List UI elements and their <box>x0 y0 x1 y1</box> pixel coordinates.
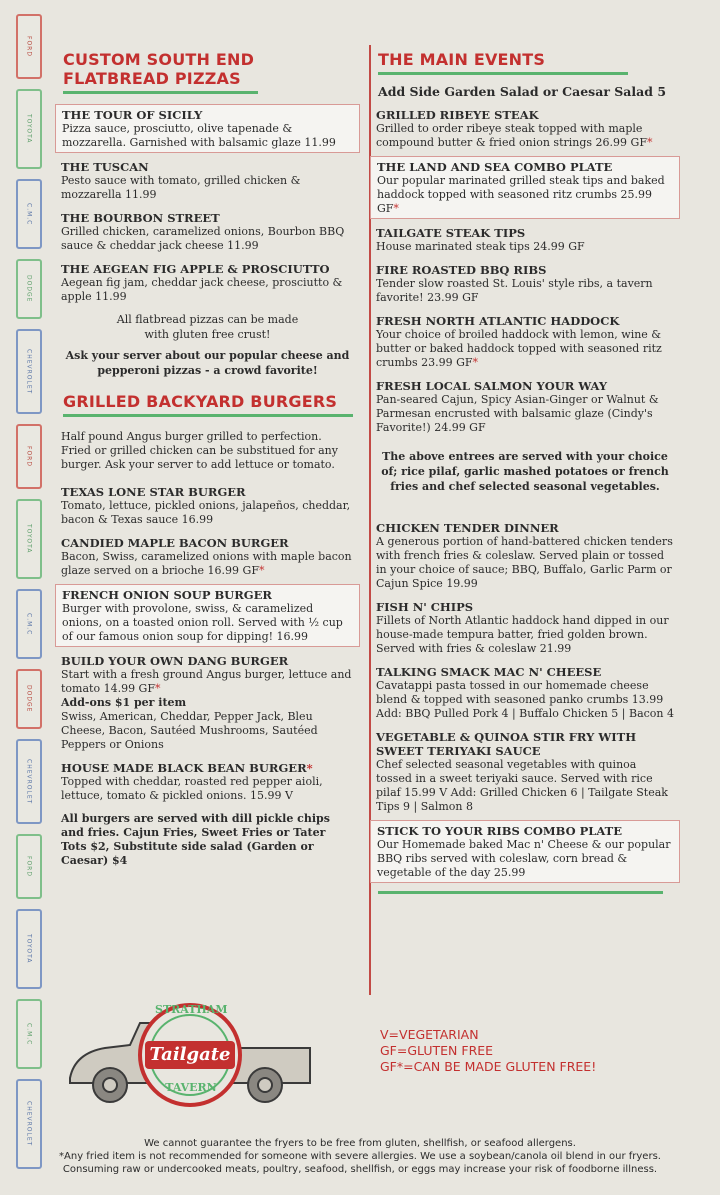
menu-item: STICK TO YOUR RIBS COMBO PLATE Our Homemade baked Mac n' Cheese & our popular BBQ ribs served with coleslaw, corn bread & vegetable of the day 25.99 <box>370 820 680 883</box>
menu-item: THE TOUR OF SICILY Pizza sauce, prosciutto, olive tapenade & mozzarella. Garnished with balsamic glaze 11.99 <box>55 104 360 153</box>
menu-item: THE TUSCAN Pesto sauce with tomato, grilled chicken & mozzarella 11.99 <box>61 160 301 201</box>
menu-item: FISH N' CHIPS Fillets of North Atlantic haddock hand dipped in our house-made tempura batter, fried golden brown. Served with fries & coleslaw 21.99 <box>376 600 669 655</box>
border-tag: C.M.C <box>16 179 42 249</box>
dietary-legend: V=VEGETARIAN GF=GLUTEN FREE GF*=CAN BE MADE GLUTEN FREE! <box>380 1027 597 1074</box>
menu-item: THE LAND AND SEA COMBO PLATE Our popular marinated grilled steak tips and baked haddock topped with seasoned ritz crumbs 25.99 GF* <box>370 156 680 219</box>
left-column <box>55 50 360 874</box>
border-tag: TOYOTA <box>16 89 42 169</box>
title-rule <box>378 72 628 75</box>
menu-item: THE AEGEAN FIG APPLE & PROSCIUTTO Aegean fig jam, cheddar jack cheese, prosciutto & apple 11.99 <box>61 262 343 303</box>
border-tag: C.M.C <box>16 999 42 1069</box>
menu-item: TALKING SMACK MAC N' CHEESE Cavatappi pasta tossed in our homemade cheese blend & topped with seasoned panko crumbs 13.99 Add: BBQ Pulled Pork 4 | Buffalo Chicken 5 | Bacon 4 <box>376 665 674 720</box>
border-tag: DODGE <box>16 669 42 729</box>
decorative-border <box>16 14 44 1174</box>
border-tag: FORD <box>16 424 42 489</box>
addons-title: Add-ons $1 per item <box>61 696 187 709</box>
border-tag: C.M.C <box>16 589 42 659</box>
menu-item: CANDIED MAPLE BACON BURGER Bacon, Swiss, caramelized onions with maple bacon glaze served on a brioche 16.99 GF* <box>61 536 352 577</box>
allergen-footer: We cannot guarantee the fryers to be free from gluten, shellfish, or seafood allergens. *Any fried item is not recommended for someone with severe allergies. We use a soybean/canola oil blend in our fryers. Consuming raw or undercooked meats, poultry, seafood, shellfish, or eggs may increase your risk of foodborne illness. <box>59 1138 661 1175</box>
burger-note: All burgers are served with dill pickle chips and fries. Cajun Fries, Sweet Fries or Tater Tots $2, Substitute side salad (Garden or Caesar) $4 <box>61 812 330 867</box>
logo-bottom-text: TAVERN <box>165 1081 217 1094</box>
menu-item: VEGETABLE & QUINOA STIR FRY WITH SWEET TERIYAKI SAUCE Chef selected seasonal vegetables with quinoa tossed in a sweet teriyaki sauce. Served with rice pilaf 15.99 V Add: Grilled Chicken 6 | Tailgate Steak Tips 9 | Salmon 8 <box>376 730 668 813</box>
menu-item: HOUSE MADE BLACK BEAN BURGER* Topped with cheddar, roasted red pepper aioli, lettuce, tomato & pickled onions. 15.99 V <box>61 761 323 802</box>
menu-item: FRENCH ONION SOUP BURGER Burger with provolone, swiss, & caramelized onions, on a toasted onion roll. Served with ½ cup of our famous onion soup for dipping! 16.99 <box>55 584 360 647</box>
pizza-note-bold: Ask your server about our popular cheese and pepperoni pizzas - a crowd favorite! <box>65 349 350 377</box>
menu-item: CHICKEN TENDER DINNER A generous portion of hand-battered chicken tenders with french fries & coleslaw. Served plain or tossed in your choice of sauce; BBQ, Buffalo, Garlic Parm or Cajun Spice 19.99 <box>376 521 673 590</box>
menu-item: GRILLED RIBEYE STEAK Grilled to order ribeye steak topped with maple compound butter & fried onion strings 26.99 GF* <box>376 108 653 149</box>
right-column <box>370 50 680 904</box>
logo-top-text: STRATHAM <box>155 1003 228 1016</box>
burger-section-title: GRILLED BACKYARD BURGERS <box>63 392 338 411</box>
menu-item: FRESH LOCAL SALMON YOUR WAY Pan-seared Cajun, Spicy Asian-Ginger or Walnut & Parmesan encrusted with balsamic glaze (Cindy's Favorite!) 24.99 GF <box>376 379 659 434</box>
border-tag: CHEVROLET <box>16 329 42 414</box>
menu-item: FRESH NORTH ATLANTIC HADDOCK Your choice of broiled haddock with lemon, wine & butter or baked haddock topped with seasoned ritz crumbs 23.99 GF* <box>376 314 662 369</box>
menu-item: TEXAS LONE STAR BURGER Tomato, lettuce, pickled onions, jalapeños, cheddar, bacon & Texas sauce 16.99 <box>61 485 351 526</box>
logo-middle-text: Tailgate <box>149 1044 231 1065</box>
menu-item: BUILD YOUR OWN DANG BURGER Start with a fresh ground Angus burger, lettuce and tomato 14.99 GF* Add-ons $1 per item Swiss, American, Cheddar, Pepper Jack, Bleu Cheese, Bacon, Sautéed Mushrooms, Sautéed Peppers or Onions <box>55 651 360 754</box>
main-events-title: THE MAIN EVENTS <box>378 50 546 69</box>
title-rule <box>378 891 663 894</box>
border-tag: FORD <box>16 14 42 79</box>
border-tag: DODGE <box>16 259 42 319</box>
title-rule <box>63 414 353 417</box>
border-tag: FORD <box>16 834 42 899</box>
side-salad-note: Add Side Garden Salad or Caesar Salad 5 <box>378 84 667 99</box>
menu-item: TAILGATE STEAK TIPS House marinated steak tips 24.99 GF <box>376 226 585 253</box>
addons-list: Swiss, American, Cheddar, Pepper Jack, Bleu Cheese, Bacon, Sautéed Mushrooms, Sautéed Peppers or Onions <box>61 710 318 751</box>
pizza-section-title: CUSTOM SOUTH END FLATBREAD PIZZAS <box>63 50 255 88</box>
border-tag: TOYOTA <box>16 499 42 579</box>
border-tag: CHEVROLET <box>16 739 42 824</box>
border-tag: CHEVROLET <box>16 1079 42 1169</box>
menu-item: THE BOURBON STREET Grilled chicken, caramelized onions, Bourbon BBQ sauce & cheddar jack cheese 11.99 <box>61 211 345 252</box>
tailgate-tavern-logo <box>60 993 325 1128</box>
menu-item: FIRE ROASTED BBQ RIBS Tender slow roasted St. Louis' style ribs, a tavern favorite! 23.99 GF <box>376 263 653 304</box>
pizza-note: All flatbread pizzas can be made with gluten free crust! <box>116 313 299 341</box>
title-rule <box>63 91 258 94</box>
border-tag: TOYOTA <box>16 909 42 989</box>
entree-note: The above entrees are served with your choice of; rice pilaf, garlic mashed potatoes or french fries and chef selected seasonal vegetables. <box>381 450 669 493</box>
burger-intro: Half pound Angus burger grilled to perfection. Fried or grilled chicken can be substitued for any burger. Ask your server to add lettuce or tomato. <box>61 430 338 471</box>
